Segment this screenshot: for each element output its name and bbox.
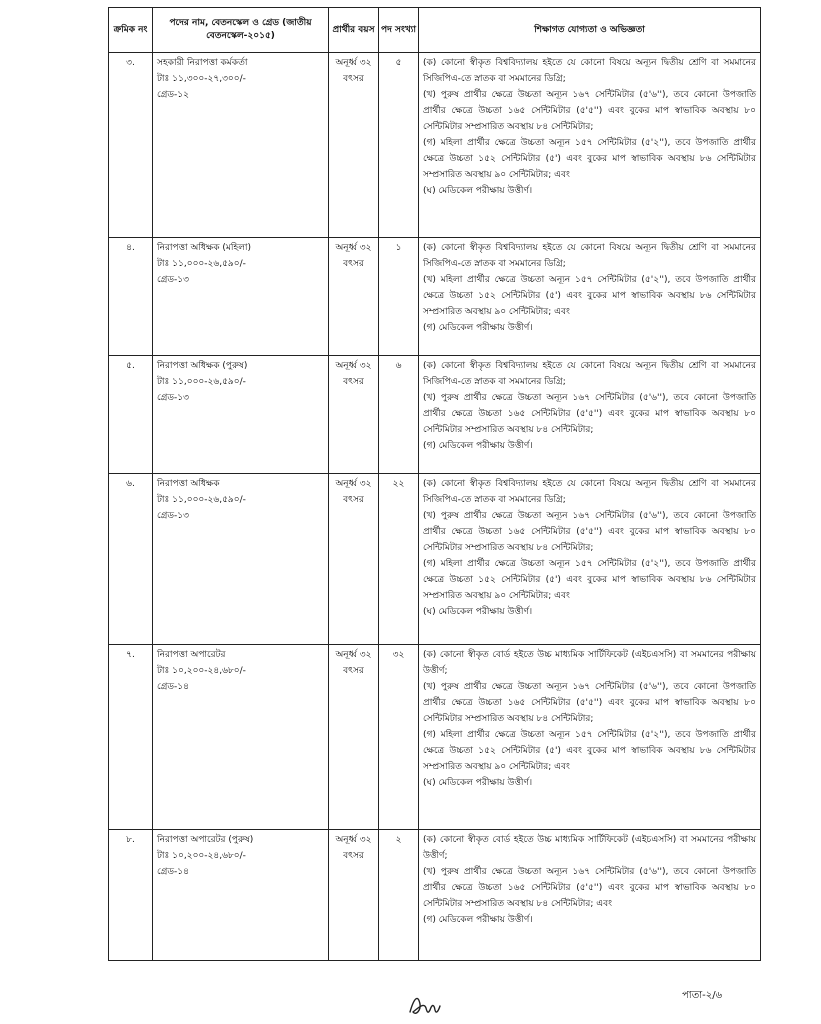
post-name: নিরাপত্তা অধিক্ষক xyxy=(157,479,220,489)
qualification-item: (ঘ) মেডিকেল পরীক্ষায় উত্তীর্ণ। xyxy=(423,607,533,617)
grade: গ্রেড-১৩ xyxy=(157,393,189,403)
age-cell: অনূর্ধ্ব ৩২ বৎসর xyxy=(329,53,379,238)
qualification-item: (ক) কোনো স্বীকৃত বিশ্ববিদ্যালয় হইতে যে কোনো বিষয়ে অন্যূন দ্বিতীয় শ্রেণি বা সমমানের সিজিপিএ-তে স্নাতক বা সমমানের ডিগ্রি; xyxy=(423,479,756,505)
pay-scale: টাঃ ১০,২০০-২৪,৬৮০/- xyxy=(157,851,246,861)
qualification-cell xyxy=(419,238,761,356)
age-cell: অনূর্ধ্ব ৩২ বৎসর xyxy=(329,645,379,830)
job-requirements-table xyxy=(108,7,761,961)
header-age: প্রার্থীর বয়স xyxy=(329,8,379,53)
age-cell: অনূর্ধ্ব ৩২ বৎসর xyxy=(329,474,379,645)
posts-cell: ২২ xyxy=(379,474,419,645)
qualification-item: (ক) কোনো স্বীকৃত বিশ্ববিদ্যালয় হইতে যে কোনো বিষয়ে অন্যূন দ্বিতীয় শ্রেণি বা সমমানের সিজিপিএ-তে স্নাতক বা সমমানের ডিগ্রি; xyxy=(423,243,756,269)
serial-cell: ৮. xyxy=(109,830,153,961)
qualification-cell xyxy=(419,356,761,474)
header-serial: ক্রমিক নং xyxy=(109,8,153,53)
age-cell: অনূর্ধ্ব ৩২ বৎসর xyxy=(329,356,379,474)
serial-cell: ৫. xyxy=(109,356,153,474)
qualification-item: (গ) মেডিকেল পরীক্ষায় উত্তীর্ণ। xyxy=(423,915,533,925)
post-name: সহকারী নিরাপত্তা কর্মকর্তা xyxy=(157,58,248,68)
post-cell xyxy=(153,645,329,830)
qualification-cell xyxy=(419,53,761,238)
qualification-item: (ঘ) মেডিকেল পরীক্ষায় উত্তীর্ণ। xyxy=(423,186,533,196)
table-row xyxy=(109,238,761,356)
post-name: নিরাপত্তা অধিক্ষক (পুরুষ) xyxy=(157,361,248,371)
serial-cell: ৬. xyxy=(109,474,153,645)
grade: গ্রেড-১৩ xyxy=(157,511,189,521)
qualification-item: (খ) মহিলা প্রার্থীর ক্ষেত্রে উচ্চতা অন্যূন ১৫৭ সেন্টিমিটার (৫'২''), তবে উপজাতি প্রার্থীর ক্ষেত্রে উচ্চতা ১৫২ সেন্টিমিটার (৫') এবং বুকের মাপ স্বাভাবিক অবস্থায় ৮৬ সেন্টিমিটার সম্প্রসারিত অবস্থায় ৯০ সেন্টিমিটার; এবং xyxy=(423,275,756,317)
post-cell xyxy=(153,474,329,645)
post-name: নিরাপত্তা অপারেটর (পুরুষ) xyxy=(157,835,254,845)
qualification-item: (গ) মেডিকেল পরীক্ষায় উত্তীর্ণ। xyxy=(423,323,533,333)
signature-mark xyxy=(404,990,448,1020)
serial-cell: ৪. xyxy=(109,238,153,356)
grade: গ্রেড-১৩ xyxy=(157,275,189,285)
qualification-cell xyxy=(419,645,761,830)
posts-cell: ৬ xyxy=(379,356,419,474)
qualification-item: (ক) কোনো স্বীকৃত বোর্ড হইতে উচ্চ মাধ্যমিক সার্টিফিকেট (এইচএসসি) বা সমমানের পরীক্ষায় উত্তীর্ণ; xyxy=(423,650,756,676)
qualification-item: (খ) পুরুষ প্রার্থীর ক্ষেত্রে উচ্চতা অন্যূন ১৬৭ সেন্টিমিটার (৫'৬''), তবে কোনো উপজাতি প্রার্থীর ক্ষেত্রে উচ্চতা ১৬৫ সেন্টিমিটার (৫'৫'') এবং বুকের মাপ স্বাভাবিক অবস্থায় ৮০ সেন্টিমিটার সম্প্রসারিত অবস্থায় ৮৪ সেন্টিমিটার; xyxy=(423,682,756,724)
qualification-item: (খ) পুরুষ প্রার্থীর ক্ষেত্রে উচ্চতা অন্যূন ১৬৭ সেন্টিমিটার (৫'৬''), তবে কোনো উপজাতি প্রার্থীর ক্ষেত্রে উচ্চতা ১৬৫ সেন্টিমিটার (৫'৫'') এবং বুকের মাপ স্বাভাবিক অবস্থায় ৮০ সেন্টিমিটার সম্প্রসারিত অবস্থায় ৮৪ সেন্টিমিটার; xyxy=(423,393,756,435)
pay-scale: টাঃ ১১,০০০-২৬,৫৯০/- xyxy=(157,377,246,387)
table-header-row xyxy=(109,8,761,53)
posts-cell: ৩২ xyxy=(379,645,419,830)
table-row xyxy=(109,53,761,238)
header-posts: পদ সংখ্যা xyxy=(379,8,419,53)
table-row xyxy=(109,645,761,830)
qualification-cell xyxy=(419,830,761,961)
table-row xyxy=(109,474,761,645)
qualification-item: (ক) কোনো স্বীকৃত বিশ্ববিদ্যালয় হইতে যে কোনো বিষয়ে অন্যূন দ্বিতীয় শ্রেণি বা সমমানের সিজিপিএ-তে স্নাতক বা সমমানের ডিগ্রি; xyxy=(423,58,756,84)
qualification-item: (গ) মেডিকেল পরীক্ষায় উত্তীর্ণ। xyxy=(423,441,533,451)
grade: গ্রেড-১৪ xyxy=(157,682,189,692)
post-cell xyxy=(153,356,329,474)
pay-scale: টাঃ ১১,০০০-২৬,৫৯০/- xyxy=(157,495,246,505)
posts-cell: ২ xyxy=(379,830,419,961)
qualification-cell xyxy=(419,474,761,645)
qualification-item: (গ) মহিলা প্রার্থীর ক্ষেত্রে উচ্চতা অন্যূন ১৫৭ সেন্টিমিটার (৫'২''), তবে উপজাতি প্রার্থীর ক্ষেত্রে উচ্চতা ১৫২ সেন্টিমিটার (৫') এবং বুকের মাপ স্বাভাবিক অবস্থায় ৮৬ সেন্টিমিটার সম্প্রসারিত অবস্থায় ৯০ সেন্টিমিটার; এবং xyxy=(423,138,756,180)
serial-cell: ৩. xyxy=(109,53,153,238)
post-cell xyxy=(153,238,329,356)
qualification-item: (খ) পুরুষ প্রার্থীর ক্ষেত্রে উচ্চতা অন্যূন ১৬৭ সেন্টিমিটার (৫'৬''), তবে কোনো উপজাতি প্রার্থীর ক্ষেত্রে উচ্চতা ১৬৫ সেন্টিমিটার (৫'৫'') এবং বুকের মাপ স্বাভাবিক অবস্থায় ৮০ সেন্টিমিটার সম্প্রসারিত অবস্থায় ৮৪ সেন্টিমিটার; এবং xyxy=(423,867,756,909)
post-cell xyxy=(153,53,329,238)
posts-cell: ৫ xyxy=(379,53,419,238)
post-name: নিরাপত্তা অপারেটর xyxy=(157,650,226,660)
page-number: পাতা-২/৬ xyxy=(682,990,723,1001)
posts-cell: ১ xyxy=(379,238,419,356)
qualification-item: (ক) কোনো স্বীকৃত বিশ্ববিদ্যালয় হইতে যে কোনো বিষয়ে অন্যূন দ্বিতীয় শ্রেণি বা সমমানের সিজিপিএ-তে স্নাতক বা সমমানের ডিগ্রি; xyxy=(423,361,756,387)
qualification-item: (ঘ) মেডিকেল পরীক্ষায় উত্তীর্ণ। xyxy=(423,778,533,788)
qualification-item: (খ) পুরুষ প্রার্থীর ক্ষেত্রে উচ্চতা অন্যূন ১৬৭ সেন্টিমিটার (৫'৬''), তবে কোনো উপজাতি প্রার্থীর ক্ষেত্রে উচ্চতা ১৬৫ সেন্টিমিটার (৫'৫'') এবং বুকের মাপ স্বাভাবিক অবস্থায় ৮০ সেন্টিমিটার সম্প্রসারিত অবস্থায় ৮৪ সেন্টিমিটার; xyxy=(423,90,756,132)
pay-scale: টাঃ ১১,৩০০-২৭,৩০০/- xyxy=(157,74,246,84)
header-post: পদের নাম, বেতনস্কেল ও গ্রেড (জাতীয় বেতনস্কেল-২০১৫) xyxy=(153,8,329,53)
grade: গ্রেড-১৪ xyxy=(157,867,189,877)
qualification-item: (ক) কোনো স্বীকৃত বোর্ড হইতে উচ্চ মাধ্যমিক সার্টিফিকেট (এইচএসসি) বা সমমানের পরীক্ষায় উত্তীর্ণ; xyxy=(423,835,756,861)
pay-scale: টাঃ ১১,০০০-২৬,৫৯০/- xyxy=(157,259,246,269)
age-cell: অনূর্ধ্ব ৩২ বৎসর xyxy=(329,830,379,961)
age-cell: অনূর্ধ্ব ৩২ বৎসর xyxy=(329,238,379,356)
header-qualification: শিক্ষাগত যোগ্যতা ও অভিজ্ঞতা xyxy=(419,8,761,53)
grade: গ্রেড-১২ xyxy=(157,90,189,100)
table-row xyxy=(109,830,761,961)
serial-cell: ৭. xyxy=(109,645,153,830)
qualification-item: (গ) মহিলা প্রার্থীর ক্ষেত্রে উচ্চতা অন্যূন ১৫৭ সেন্টিমিটার (৫'২''), তবে উপজাতি প্রার্থীর ক্ষেত্রে উচ্চতা ১৫২ সেন্টিমিটার (৫') এবং বুকের মাপ স্বাভাবিক অবস্থায় ৮৬ সেন্টিমিটার সম্প্রসারিত অবস্থায় ৯০ সেন্টিমিটার; এবং xyxy=(423,730,756,772)
qualification-item: (গ) মহিলা প্রার্থীর ক্ষেত্রে উচ্চতা অন্যূন ১৫৭ সেন্টিমিটার (৫'২''), তবে উপজাতি প্রার্থীর ক্ষেত্রে উচ্চতা ১৫২ সেন্টিমিটার (৫') এবং বুকের মাপ স্বাভাবিক অবস্থায় ৮৬ সেন্টিমিটার সম্প্রসারিত অবস্থায় ৯০ সেন্টিমিটার; এবং xyxy=(423,559,756,601)
qualification-item: (খ) পুরুষ প্রার্থীর ক্ষেত্রে উচ্চতা অন্যূন ১৬৭ সেন্টিমিটার (৫'৬''), তবে কোনো উপজাতি প্রার্থীর ক্ষেত্রে উচ্চতা ১৬৫ সেন্টিমিটার (৫'৫'') এবং বুকের মাপ স্বাভাবিক অবস্থায় ৮০ সেন্টিমিটার সম্প্রসারিত অবস্থায় ৮৪ সেন্টিমিটার; xyxy=(423,511,756,553)
post-name: নিরাপত্তা অধিক্ষক (মহিলা) xyxy=(157,243,252,253)
pay-scale: টাঃ ১০,২০০-২৪,৬৮০/- xyxy=(157,666,246,676)
table-row xyxy=(109,356,761,474)
post-cell xyxy=(153,830,329,961)
